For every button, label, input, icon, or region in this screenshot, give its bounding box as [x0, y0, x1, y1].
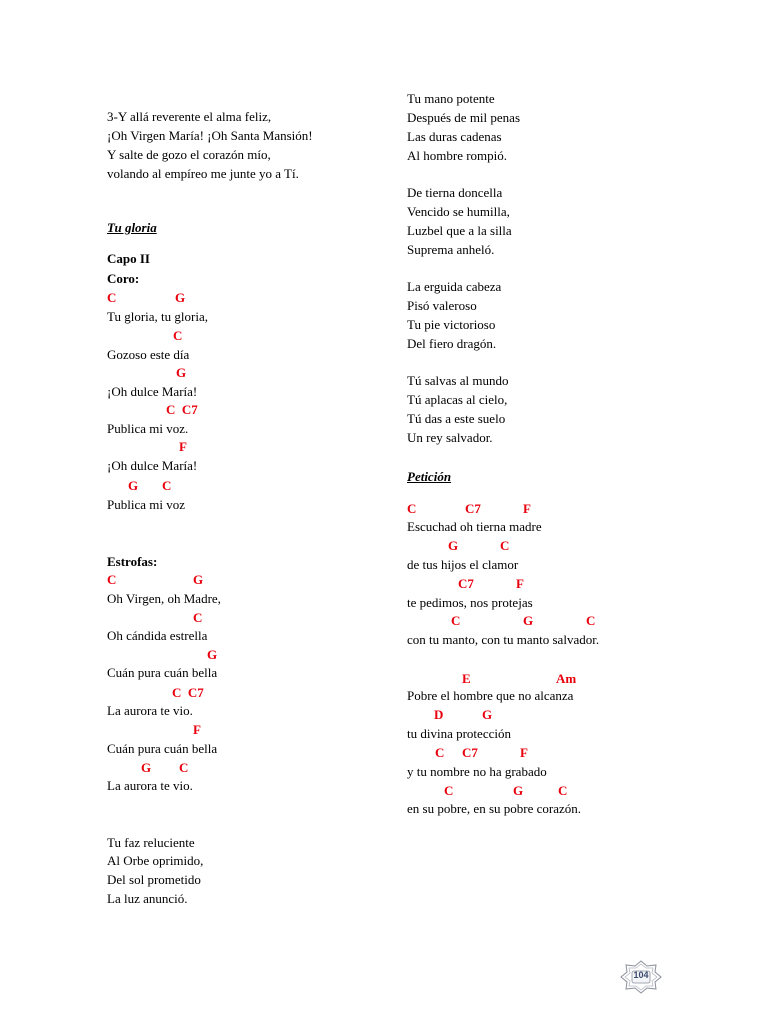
verse-line: La erguida cabeza — [407, 279, 502, 294]
chord: C — [435, 745, 445, 760]
lyric-line: Publica mi voz — [107, 497, 185, 512]
lyric-line: en su pobre, en su pobre corazón. — [407, 801, 581, 816]
chord: C — [451, 613, 461, 628]
song-title: Petición — [407, 469, 452, 484]
chord: G — [207, 647, 218, 662]
chord: C — [179, 760, 189, 775]
verse-line: Al hombre rompió. — [407, 148, 508, 163]
lyric-line: Cuán pura cuán bella — [107, 665, 218, 680]
verse-line: Tú aplacas al cielo, — [407, 392, 508, 407]
chord: C7 — [465, 501, 481, 516]
song-title: Tu gloria — [107, 220, 157, 235]
chord: D — [434, 707, 444, 722]
verse-line: Tu pie victorioso — [407, 317, 496, 332]
verse-line: Y salte de gozo el corazón mío, — [107, 147, 271, 162]
verse-line: Un rey salvador. — [407, 430, 493, 445]
verse-line: Tu mano potente — [407, 91, 495, 106]
chord: C — [444, 783, 454, 798]
estrofas-label: Estrofas: — [107, 554, 158, 569]
coro-label: Coro: — [107, 271, 140, 286]
chord: C — [586, 613, 596, 628]
lyric-line: con tu manto, con tu manto salvador. — [407, 632, 600, 647]
lyric-line: ¡Oh dulce María! — [107, 458, 198, 473]
chord: C — [162, 478, 172, 493]
verse-line: Vencido se humilla, — [407, 204, 510, 219]
verse-line: Del sol prometido — [107, 872, 201, 887]
verse-line: Luzbel que a la silla — [407, 223, 512, 238]
chord: F — [193, 722, 201, 737]
lyric-line: tu divina protección — [407, 726, 511, 741]
chord: F — [520, 745, 528, 760]
lyric-line: La aurora te vio. — [107, 703, 193, 718]
lyric-line: Tu gloria, tu gloria, — [107, 309, 208, 324]
chord: C — [107, 572, 117, 587]
verse-line: Tú das a este suelo — [407, 411, 506, 426]
verse-line: volando al empíreo me junte yo a Tí. — [107, 166, 299, 181]
lyric-line: Cuán pura cuán bella — [107, 741, 218, 756]
page-number-badge — [620, 960, 662, 994]
verse-line: ¡Oh Virgen María! ¡Oh Santa Mansión! — [107, 128, 313, 143]
chord: G — [141, 760, 152, 775]
chord: F — [516, 576, 524, 591]
chord: C — [500, 538, 510, 553]
lyric-line: Publica mi voz. — [107, 421, 189, 436]
chord: G — [513, 783, 524, 798]
chord: C C7 — [166, 402, 198, 417]
verse-line: La luz anunció. — [107, 891, 188, 906]
chord: Am — [556, 671, 577, 686]
chord: G — [523, 613, 534, 628]
page-number: 104 — [633, 970, 649, 980]
lyric-line: La aurora te vio. — [107, 778, 193, 793]
chord: C — [193, 610, 203, 625]
chord: G — [482, 707, 493, 722]
verse-line: Suprema anheló. — [407, 242, 495, 257]
lyric-line: ¡Oh dulce María! — [107, 384, 198, 399]
chord: C — [407, 501, 417, 516]
chord: G — [128, 478, 139, 493]
chord: C — [173, 328, 183, 343]
chord: C — [107, 290, 117, 305]
verse-line: Después de mil penas — [407, 110, 521, 125]
capo-label: Capo II — [107, 251, 150, 266]
chord: F — [179, 439, 187, 454]
lyric-line: Oh cándida estrella — [107, 628, 208, 643]
chord: E — [462, 671, 471, 686]
chord: G — [448, 538, 459, 553]
chord: G — [193, 572, 204, 587]
lyric-line: Gozoso este día — [107, 347, 190, 362]
verse-line: Tu faz reluciente — [107, 835, 195, 850]
verse-line: Pisó valeroso — [407, 298, 477, 313]
lyric-line: te pedimos, nos protejas — [407, 595, 533, 610]
lyric-line: Pobre el hombre que no alcanza — [407, 688, 574, 703]
lyric-line: Escuchad oh tierna madre — [407, 519, 542, 534]
verse-line: Del fiero dragón. — [407, 336, 497, 351]
lyric-line: de tus hijos el clamor — [407, 557, 519, 572]
chord: F — [523, 501, 531, 516]
lyric-line: y tu nombre no ha grabado — [407, 764, 547, 779]
verse-line: Al Orbe oprimido, — [107, 853, 204, 868]
verse-line: De tierna doncella — [407, 185, 503, 200]
verse-line: Las duras cadenas — [407, 129, 502, 144]
lyric-line: Oh Virgen, oh Madre, — [107, 591, 221, 606]
verse-line: Tú salvas al mundo — [407, 373, 509, 388]
chord: C — [558, 783, 568, 798]
chord: C7 — [458, 576, 474, 591]
chord: G — [175, 290, 186, 305]
chord: C C7 — [172, 685, 204, 700]
verse-line: 3-Y allá reverente el alma feliz, — [107, 109, 272, 124]
chord: G — [176, 365, 187, 380]
chord: C7 — [462, 745, 478, 760]
